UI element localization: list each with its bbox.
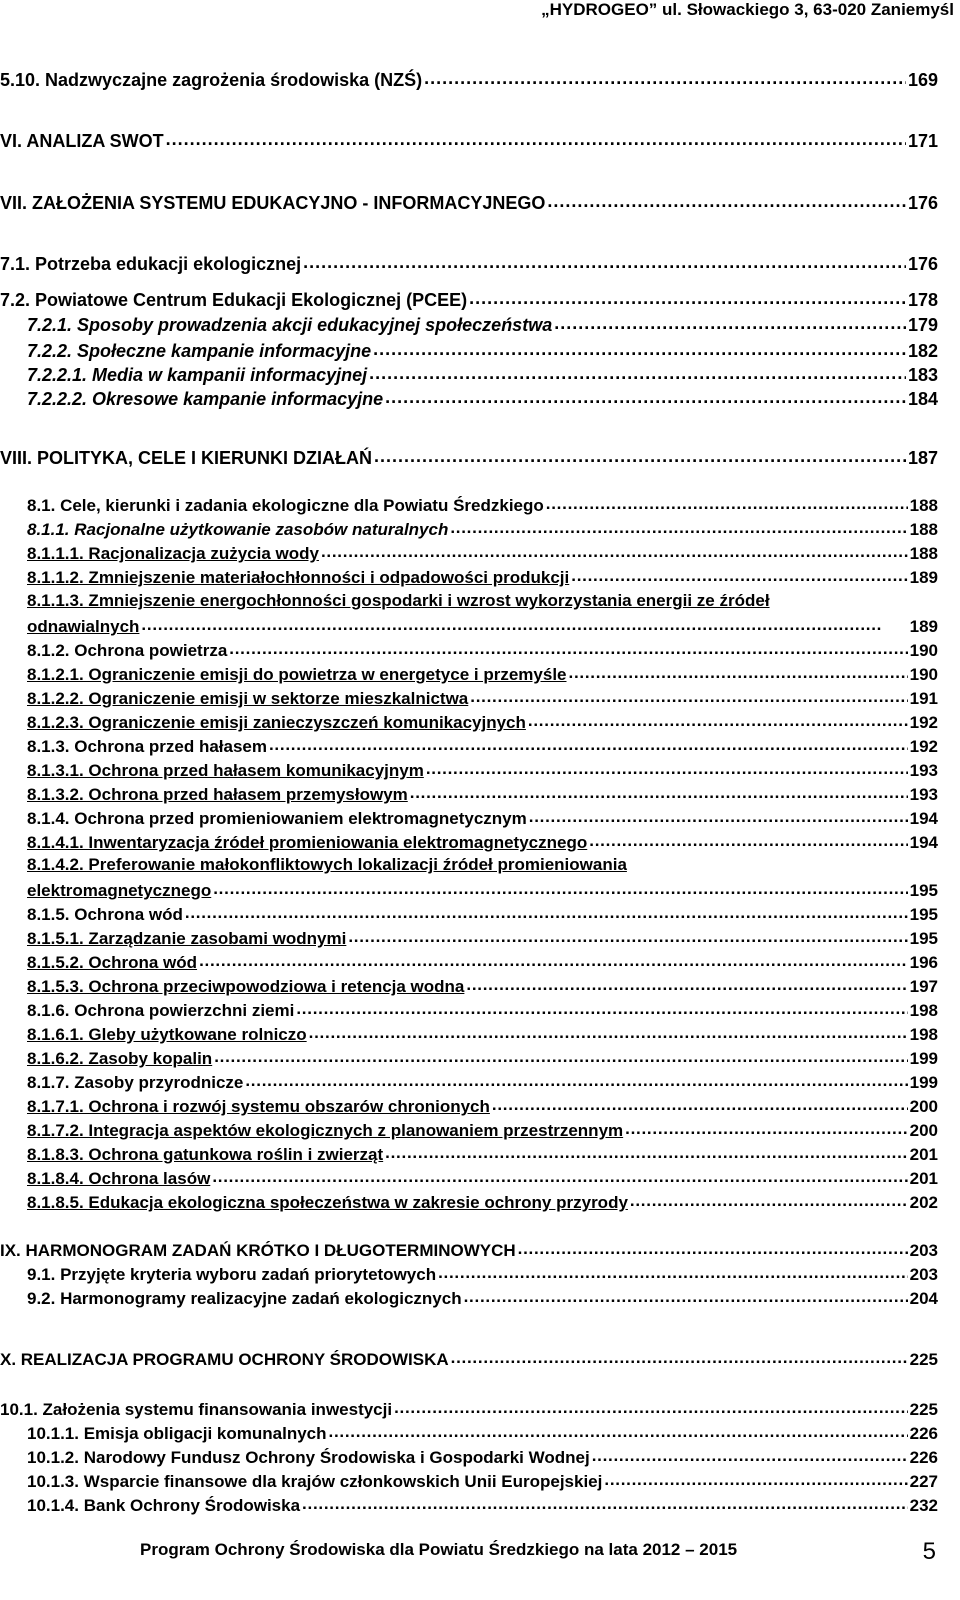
- toc-entry[interactable]: [27, 1446, 938, 1468]
- toc-entry[interactable]: [27, 1470, 938, 1492]
- toc-entry[interactable]: [27, 951, 938, 973]
- toc-page-number: 226: [909, 1448, 938, 1467]
- toc-entry[interactable]: [27, 879, 938, 901]
- toc-entry-text: 8.1.8.4. Ochrona lasów: [27, 1169, 211, 1188]
- toc-dot-leader: [385, 387, 906, 405]
- toc-entry[interactable]: [27, 387, 938, 410]
- toc-dot-leader: [199, 951, 908, 968]
- toc-page-number: 195: [909, 881, 938, 900]
- toc-entry-text: 8.1. Cele, kierunki i zadania ekologiczne dla Powiatu Średzkiego: [27, 496, 544, 515]
- toc-entry-text: 8.1.5.1. Zarządzanie zasobami wodnymi: [27, 929, 347, 948]
- toc-dot-leader: [466, 975, 907, 992]
- toc-dot-leader: [470, 687, 907, 704]
- toc-entry-text: 9.2. Harmonogramy realizacyjne zadań ekologicznych: [27, 1289, 462, 1308]
- toc-entry-text: 10.1. Założenia systemu finansowania inwestycji: [0, 1400, 393, 1419]
- toc-dot-leader: [571, 566, 907, 583]
- toc-dot-leader: [518, 1239, 908, 1256]
- toc-dot-leader: [528, 711, 908, 728]
- toc-entry-text: 7.2.2. Społeczne kampanie informacyjne: [27, 341, 372, 361]
- toc-page-number: 196: [909, 953, 938, 972]
- toc-entry[interactable]: [27, 313, 938, 336]
- toc-page-number: 176: [907, 193, 938, 213]
- toc-dot-leader: [214, 1047, 907, 1064]
- document-footer-title: Program Ochrony Środowiska dla Powiatu Średzkiego na lata 2012 – 2015: [140, 1540, 738, 1559]
- toc-page-number: 192: [909, 713, 938, 732]
- toc-page-number: 194: [909, 809, 938, 828]
- toc-dot-leader: [592, 1446, 908, 1463]
- toc-entry[interactable]: [0, 191, 938, 214]
- toc-dot-leader: [229, 639, 907, 656]
- toc-entry-text: 8.1.8.5. Edukacja ekologiczna społeczeństwa w zakresie ochrony przyrody: [27, 1193, 628, 1212]
- toc-entry-text: 8.1.1.1. Racjonalizacja zużycia wody: [27, 544, 319, 563]
- toc-page-number: 201: [909, 1169, 938, 1188]
- toc-entry-text: X. REALIZACJA PROGRAMU OCHRONY ŚRODOWISKA: [0, 1350, 449, 1369]
- toc-page-number: 232: [909, 1496, 938, 1515]
- toc-entry-text: 8.1.6.1. Gleby użytkowane rolniczo: [27, 1025, 307, 1044]
- toc-page-number: 190: [909, 641, 938, 660]
- toc-page-number: 169: [907, 70, 938, 90]
- toc-entry[interactable]: [27, 831, 938, 853]
- toc-entry[interactable]: [27, 1119, 938, 1141]
- toc-dot-leader: [302, 1494, 908, 1511]
- toc-page-number: 203: [909, 1265, 938, 1284]
- toc-dot-leader: [464, 1287, 908, 1304]
- toc-entry-text: 8.1.5.2. Ochrona wód: [27, 953, 198, 972]
- toc-dot-leader: [469, 288, 906, 306]
- toc-entry[interactable]: [27, 363, 938, 386]
- toc-entry[interactable]: [0, 68, 938, 91]
- toc-dot-leader: [451, 1348, 908, 1365]
- toc-page-number: 200: [909, 1097, 938, 1116]
- toc-entry-text: 8.1.4. Ochrona przed promieniowaniem elektromagnetycznym: [27, 809, 527, 828]
- toc-entry[interactable]: [27, 639, 938, 661]
- toc-entry-text: 10.1.3. Wsparcie finansowe dla krajów członkowskich Unii Europejskiej: [27, 1472, 603, 1491]
- toc-entry-text-continued: elektromagnetycznego: [27, 881, 212, 900]
- toc-entry[interactable]: [0, 1239, 938, 1261]
- toc-entry[interactable]: [0, 252, 938, 275]
- toc-entry-text: 8.1.6.2. Zasoby kopalin: [27, 1049, 213, 1068]
- toc-dot-leader: [348, 927, 907, 944]
- toc-page-number: 188: [909, 520, 938, 539]
- toc-dot-leader: [426, 759, 908, 776]
- toc-page-number: 194: [909, 833, 938, 852]
- toc-entry-text: 8.1.7.2. Integracja aspektów ekologicznych z planowaniem przestrzennym: [27, 1121, 624, 1140]
- toc-dot-leader: [492, 1095, 908, 1112]
- toc-dot-leader: [166, 129, 906, 147]
- toc-dot-leader: [529, 807, 908, 824]
- toc-entry-text: 7.2.2.1. Media w kampanii informacyjnej: [27, 365, 368, 385]
- toc-entry-text: 8.1.2. Ochrona powietrza: [27, 641, 228, 660]
- toc-page-number: 176: [907, 254, 938, 274]
- toc-dot-leader: [309, 1023, 908, 1040]
- toc-dot-leader: [604, 1470, 907, 1487]
- toc-dot-leader: [374, 446, 906, 464]
- toc-page-number: 199: [909, 1049, 938, 1068]
- toc-entry-text: 9.1. Przyjęte kryteria wyboru zadań priorytetowych: [27, 1265, 437, 1284]
- toc-entry[interactable]: [27, 494, 938, 516]
- toc-page-number: 226: [909, 1424, 938, 1443]
- toc-dot-leader: [450, 518, 907, 535]
- toc-dot-leader: [438, 1263, 908, 1280]
- toc-dot-leader: [303, 252, 906, 270]
- toc-page-number: 188: [909, 544, 938, 563]
- toc-page-number: 188: [909, 496, 938, 515]
- toc-dot-leader: [296, 999, 907, 1016]
- toc-entry-text: 8.1.4.1. Inwentaryzacja źródeł promieniowania elektromagnetycznego: [27, 833, 588, 852]
- toc-entry-text-continued: odnawialnych: [27, 617, 140, 636]
- toc-entry-text: VI. ANALIZA SWOT: [0, 131, 164, 151]
- toc-entry[interactable]: [27, 1143, 938, 1165]
- toc-dot-leader: [269, 735, 908, 752]
- toc-entry[interactable]: [27, 711, 938, 733]
- toc-entry-text: IX. HARMONOGRAM ZADAŃ KRÓTKO I DŁUGOTERMINOWYCH: [0, 1241, 516, 1260]
- toc-entry-text: 8.1.6. Ochrona powierzchni ziemi: [27, 1001, 295, 1020]
- toc-entry[interactable]: [0, 1398, 938, 1420]
- toc-entry[interactable]: [27, 339, 938, 362]
- toc-entry[interactable]: [27, 615, 938, 637]
- toc-entry-text: VIII. POLITYKA, CELE I KIERUNKI DZIAŁAŃ: [0, 448, 373, 468]
- toc-dot-leader: [185, 903, 908, 920]
- toc-dot-leader: [212, 1167, 907, 1184]
- toc-entry-text: 8.1.3.2. Ochrona przed hałasem przemysłowym: [27, 785, 408, 804]
- toc-entry-text: 8.1.3.1. Ochrona przed hałasem komunikacyjnym: [27, 761, 424, 780]
- toc-entry-text: VII. ZAŁOŻENIA SYSTEMU EDUKACYJNO - INFORMACYJNEGO: [0, 193, 546, 213]
- toc-entry[interactable]: [27, 542, 938, 564]
- toc-page-number: 189: [909, 568, 938, 587]
- toc-page-number: 204: [909, 1289, 938, 1308]
- toc-entry[interactable]: [27, 999, 938, 1021]
- toc-entry[interactable]: [0, 446, 938, 469]
- toc-entry-text: 7.2. Powiatowe Centrum Edukacji Ekologicznej (PCEE): [0, 290, 468, 310]
- toc-entry-text: 7.1. Potrzeba edukacji ekologicznej: [0, 254, 302, 274]
- toc-entry-text: 8.1.1.2. Zmniejszenie materiałochłonności i odpadowości produkcji: [27, 568, 570, 587]
- toc-entry-text: 8.1.7.1. Ochrona i rozwój systemu obszarów chronionych: [27, 1097, 490, 1116]
- toc-entry[interactable]: [27, 783, 938, 805]
- toc-entry[interactable]: [27, 1047, 938, 1069]
- toc-dot-leader: [630, 1191, 908, 1208]
- toc-page-number: 225: [909, 1350, 938, 1369]
- toc-entry[interactable]: [27, 927, 938, 949]
- toc-entry[interactable]: [27, 566, 938, 588]
- toc-page-number: 184: [907, 389, 938, 409]
- toc-page-number: 171: [907, 131, 938, 151]
- toc-page-number: 200: [909, 1121, 938, 1140]
- toc-page-number: 190: [909, 665, 938, 684]
- toc-entry-text: 8.1.2.1. Ograniczenie emisji do powietrza w energetyce i przemyśle: [27, 665, 567, 684]
- toc-entry[interactable]: [27, 1095, 938, 1117]
- toc-entry-text: 10.1.2. Narodowy Fundusz Ochrony Środowiska i Gospodarki Wodnej: [27, 1448, 590, 1467]
- toc-entry-text: 8.1.7. Zasoby przyrodnicze: [27, 1073, 244, 1092]
- document-header: „HYDROGEO” ul. Słowackiego 3, 63-020 Zaniemyśl: [541, 0, 954, 19]
- toc-dot-leader: [321, 542, 908, 559]
- toc-dot-leader: [589, 831, 907, 848]
- toc-page-number: 225: [909, 1400, 938, 1419]
- toc-entry-text: 10.1.1. Emisja obligacji komunalnych: [27, 1424, 327, 1443]
- toc-page-number: 179: [907, 315, 938, 335]
- toc-entry-text: 7.2.1. Sposoby prowadzenia akcji edukacyjnej społeczeństwa: [27, 315, 553, 335]
- toc-dot-leader: [547, 191, 906, 209]
- toc-entry[interactable]: [27, 903, 938, 925]
- toc-entry-text: 8.1.1. Racjonalne użytkowanie zasobów naturalnych: [27, 520, 449, 539]
- toc-entry[interactable]: [0, 129, 938, 152]
- toc-dot-leader: [546, 494, 908, 511]
- toc-entry[interactable]: [0, 1348, 938, 1370]
- toc-dot-leader: [373, 339, 906, 357]
- toc-dot-leader: [424, 68, 906, 86]
- toc-page-number: 197: [909, 977, 938, 996]
- toc-entry[interactable]: [27, 807, 938, 829]
- toc-page-number: 193: [909, 761, 938, 780]
- toc-entry-text: 10.1.4. Bank Ochrony Środowiska: [27, 1496, 301, 1515]
- toc-dot-leader: [245, 1071, 907, 1088]
- toc-page-number: 201: [909, 1145, 938, 1164]
- toc-dot-leader: [329, 1422, 908, 1439]
- toc-entry-text: 5.10. Nadzwyczajne zagrożenia środowiska (NZŚ): [0, 70, 423, 90]
- toc-entry[interactable]: [0, 288, 938, 311]
- page-number: 5: [922, 1538, 936, 1565]
- toc-dot-leader: [213, 879, 907, 896]
- toc-entry[interactable]: [27, 759, 938, 781]
- toc-page-number: 227: [909, 1472, 938, 1491]
- toc-dot-leader: [385, 1143, 907, 1160]
- toc-entry[interactable]: [27, 735, 938, 757]
- toc-entry[interactable]: [27, 1191, 938, 1213]
- toc-dot-leader: [369, 363, 906, 381]
- toc-entry-text: 8.1.8.3. Ochrona gatunkowa roślin i zwierząt: [27, 1145, 384, 1164]
- toc-dot-leader: [141, 615, 907, 632]
- toc-entry[interactable]: [27, 663, 938, 685]
- toc-dot-leader: [554, 313, 906, 331]
- toc-entry[interactable]: [27, 1167, 938, 1189]
- toc-page-number: 195: [909, 905, 938, 924]
- toc-entry-text: 8.1.3. Ochrona przed hałasem: [27, 737, 267, 756]
- toc-page-number: 183: [907, 365, 938, 385]
- toc-page-number: 191: [909, 689, 938, 708]
- toc-page-number: 203: [909, 1241, 938, 1260]
- toc-dot-leader: [569, 663, 908, 680]
- toc-page-number: 202: [909, 1193, 938, 1212]
- toc-page-number: 198: [909, 1001, 938, 1020]
- toc-dot-leader: [625, 1119, 907, 1136]
- toc-page-number: 198: [909, 1025, 938, 1044]
- toc-entry[interactable]: [27, 1422, 938, 1444]
- toc-entry[interactable]: [27, 687, 938, 709]
- toc-page-number: 192: [909, 737, 938, 756]
- toc-entry[interactable]: [27, 1023, 938, 1045]
- toc-page-number: 199: [909, 1073, 938, 1092]
- toc-entry[interactable]: [27, 1263, 938, 1285]
- toc-entry[interactable]: [27, 1071, 938, 1093]
- toc-entry-text: 8.1.2.2. Ograniczenie emisji w sektorze mieszkalnictwa: [27, 689, 469, 708]
- toc-entry[interactable]: [27, 1494, 938, 1516]
- toc-entry-text: 7.2.2.2. Okresowe kampanie informacyjne: [27, 389, 384, 409]
- toc-entry[interactable]: [27, 975, 938, 997]
- toc-entry-text[interactable]: 8.1.1.3. Zmniejszenie energochłonności gospodarki i wzrost wykorzystania energii ze źródeł: [27, 591, 770, 610]
- toc-entry-text: 8.1.5.3. Ochrona przeciwpowodziowa i retencja wodna: [27, 977, 465, 996]
- toc-entry-text: 8.1.2.3. Ograniczenie emisji zanieczyszczeń komunikacyjnych: [27, 713, 526, 732]
- toc-dot-leader: [410, 783, 908, 800]
- toc-page-number: 195: [909, 929, 938, 948]
- toc-dot-leader: [394, 1398, 908, 1415]
- toc-page-number: 178: [907, 290, 938, 310]
- toc-page-number: 193: [909, 785, 938, 804]
- toc-entry-text: 8.1.5. Ochrona wód: [27, 905, 183, 924]
- toc-entry[interactable]: [27, 518, 938, 540]
- toc-entry[interactable]: [27, 1287, 938, 1309]
- toc-entry-text[interactable]: 8.1.4.2. Preferowanie małokonfliktowych lokalizacji źródeł promieniowania: [27, 855, 627, 874]
- toc-page-number: 187: [907, 448, 938, 468]
- toc-page-number: 182: [907, 341, 938, 361]
- toc-page-number: 189: [909, 617, 938, 636]
